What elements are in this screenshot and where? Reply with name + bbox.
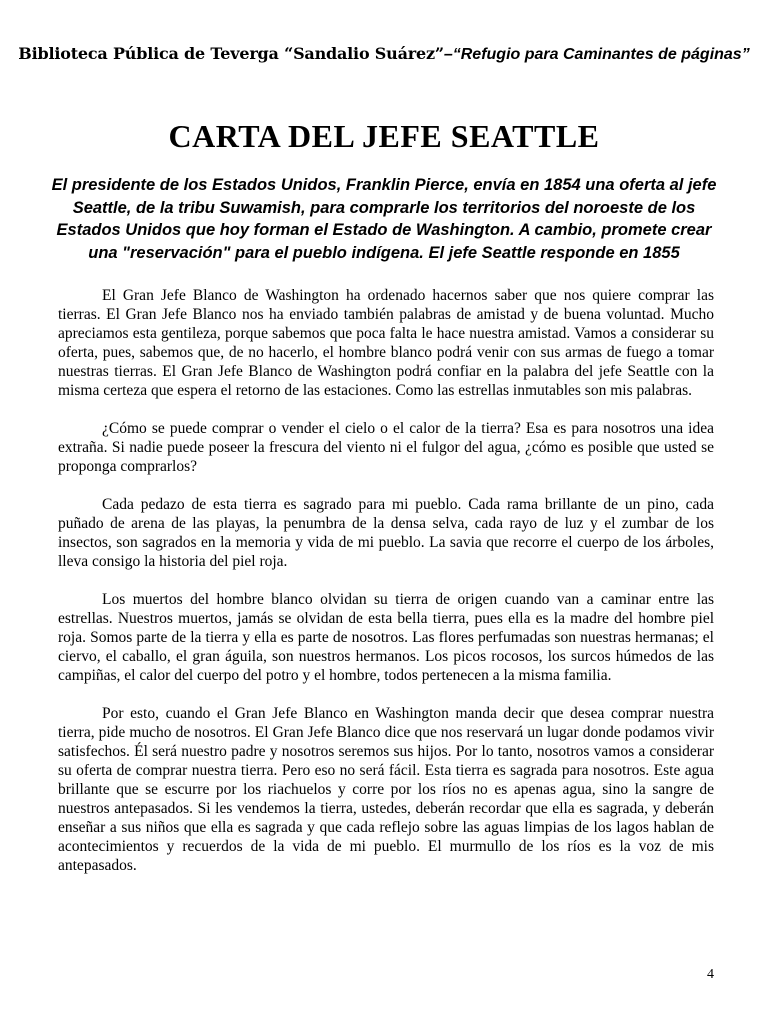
- body-paragraph: Los muertos del hombre blanco olvidan su tierra de origen cuando van a caminar entre las estrellas. Nuestros muertos, jamás se olvidan de esta bella tierra, pues ella es la madre del hombre piel roja. Somos parte de la tierra y ella es parte de nosotros. Las flores perfumadas son nuestras hermanas; el ciervo, el caballo, el gran águila, son nuestros hermanos. Los picos rocosos, los surcos húmedos de las campiñas, el calor del cuerpo del potro y el hombre, todos pertenecen a la misma familia.: [58, 591, 714, 684]
- body-paragraph: ¿Cómo se puede comprar o vender el cielo o el calor de la tierra? Esa es para nosotros una idea extraña. Si nadie puede poseer la frescura del viento ni el fulgor del agua, ¿cómo es posible que usted se proponga comprarlos?: [58, 420, 714, 475]
- document-title: CARTA DEL JEFE SEATTLE: [168, 118, 600, 154]
- library-motto: “Refugio para Caminantes de páginas”: [452, 46, 750, 63]
- document-subtitle: El presidente de los Estados Unidos, Franklin Pierce, envía en 1854 una oferta al jefe Seattle, de la tribu Suwamish, para comprarle los territorios del noroeste de los Estados Unidos que hoy forman el Estado de Washington. A cambio, promete crear una "reservación" para el pueblo indígena. El jefe Seattle responde en 1855: [51, 176, 717, 262]
- header-separator: –: [443, 46, 453, 63]
- library-name: Biblioteca Pública de Teverga “Sandalio Suárez”: [18, 44, 444, 63]
- letter-body: [58, 286, 714, 894]
- running-header: [0, 44, 768, 65]
- body-paragraph: El Gran Jefe Blanco de Washington ha ordenado hacernos saber que nos quiere comprar las tierras. El Gran Jefe Blanco nos ha enviado también palabras de amistad y de buena voluntad. Mucho apreciamos esta gentileza, porque sabemos que poca falta le hace nuestra amistad. Vamos a considerar su oferta, pues, sabemos que, de no hacerlo, el hombre blanco podrá venir con sus armas de fuego a tomar nuestras tierras. El Gran Jefe Blanco de Washington podrá confiar en la palabra del jefe Seattle con la misma certeza que espera el retorno de las estaciones. Como las estrellas inmutables son mis palabras.: [58, 287, 714, 399]
- body-paragraph: Por esto, cuando el Gran Jefe Blanco en Washington manda decir que desea comprar nuestra tierra, pide mucho de nosotros. El Gran Jefe Blanco dice que nos reservará un lugar donde podamos vivir satisfechos. Él será nuestro padre y nosotros seremos sus hijos. Por lo tanto, nosotros vamos a considerar su oferta de comprar nuestra tierra. Pero eso no será fácil. Esta tierra es sagrada para nosotros. Este agua brillante que se escurre por los riachuelos y corre por los ríos no es apenas agua, sino la sangre de nuestros antepasados. Si les vendemos la tierra, ustedes, deberán recordar que ella es sagrada, y deberán enseñar a sus niños que ella es sagrada y que cada reflejo sobre las aguas limpias de los lagos hablan de acontecimientos y recuerdos de la vida de mi pueblo. El murmullo de los ríos es la voz de mis antepasados.: [58, 705, 714, 874]
- body-paragraph: Cada pedazo de esta tierra es sagrado para mi pueblo. Cada rama brillante de un pino, cada puñado de arena de las playas, la penumbra de la densa selva, cada rayo de luz y el zumbar de los insectos, son sagrados en la memoria y vida de mi pueblo. La savia que recorre el cuerpo de los árboles, lleva consigo la historia del piel roja.: [58, 496, 714, 570]
- page-number: 4: [707, 967, 714, 982]
